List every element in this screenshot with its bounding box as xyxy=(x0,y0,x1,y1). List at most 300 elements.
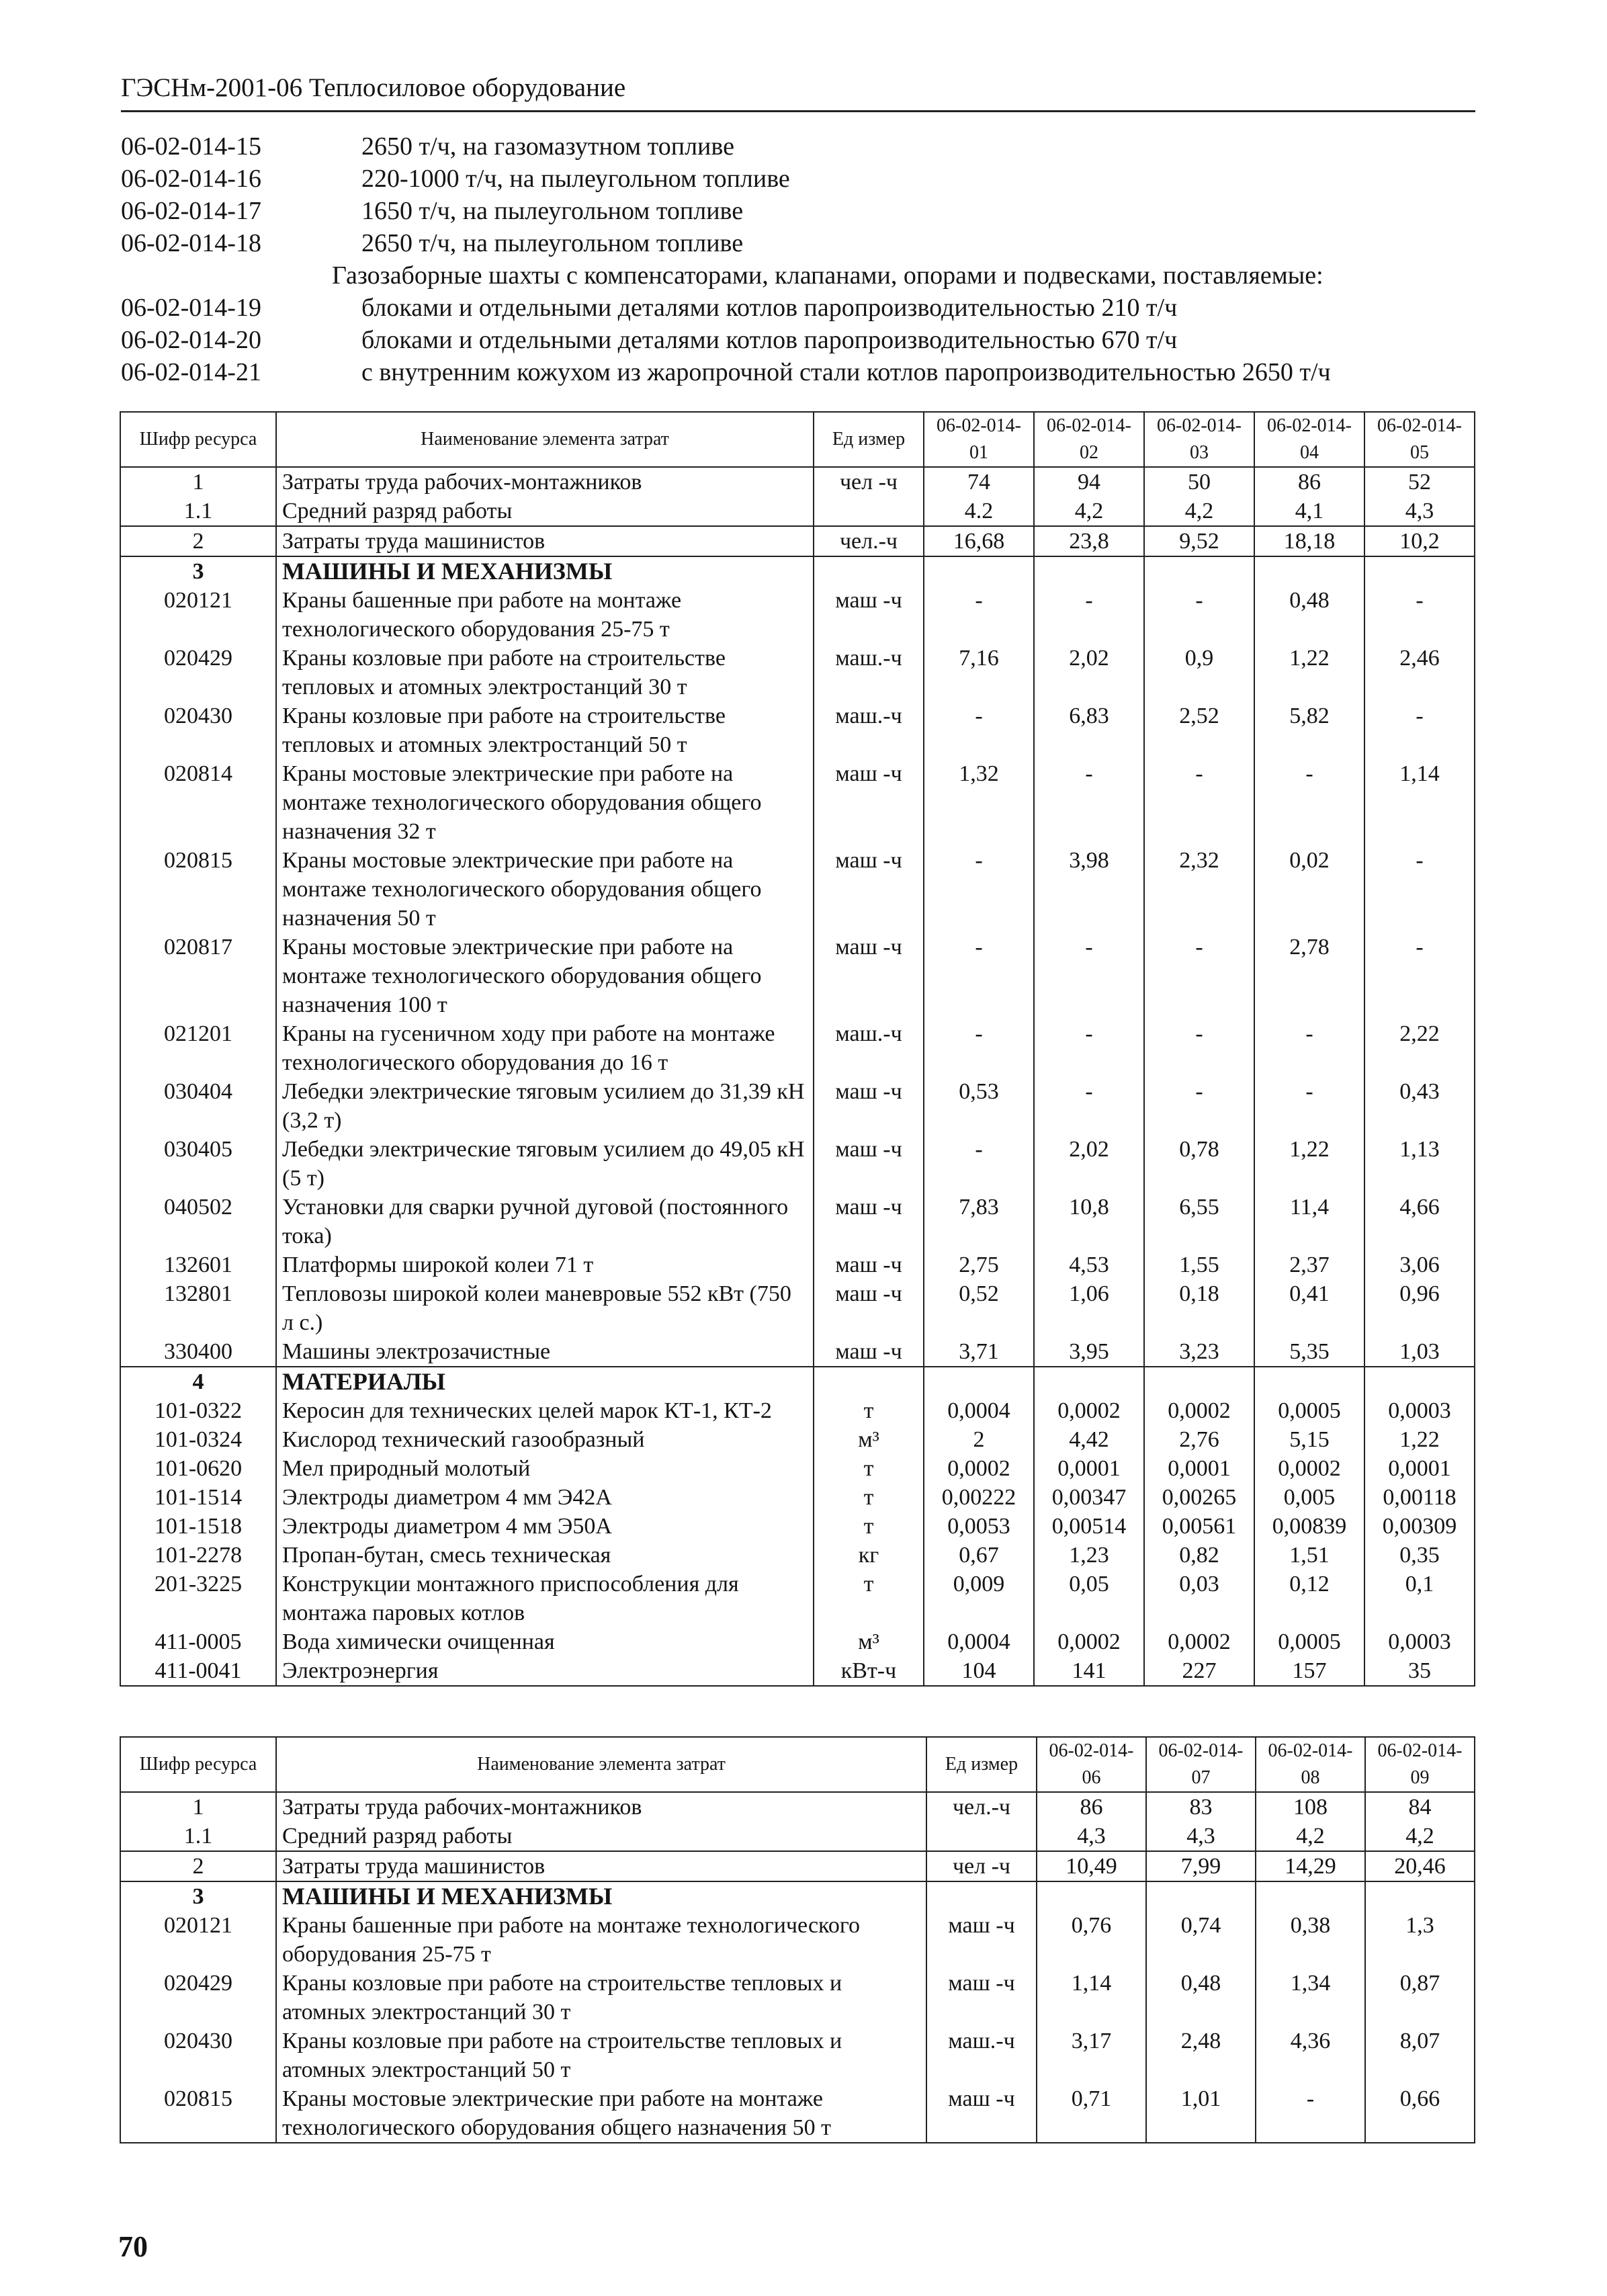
cell-value: 0,0001 xyxy=(1034,1454,1144,1483)
cell-value: - xyxy=(924,846,1034,933)
table-row xyxy=(120,1851,1475,1881)
cell-unit: чел -ч xyxy=(926,1851,1037,1881)
cell-code: 330400 xyxy=(120,1337,276,1367)
cell-value: 4,1 xyxy=(1254,497,1364,526)
cell-value: 0,1 xyxy=(1364,1570,1475,1627)
cell-value: 74 xyxy=(924,467,1034,497)
intro-row xyxy=(121,196,1498,228)
cell-unit: маш -ч xyxy=(926,1911,1037,1969)
cell-name: Краны мостовые электрические при работе на монтаже технологического оборудования общего назначения 50 т xyxy=(276,846,814,933)
cell-unit: маш -ч xyxy=(814,1135,924,1193)
table-row xyxy=(120,1969,1475,2027)
cell-value: 4,2 xyxy=(1256,1822,1365,1851)
cell-value: 2,37 xyxy=(1254,1250,1364,1279)
cell-unit: маш.-ч xyxy=(814,701,924,759)
cell-name: Тепловозы широкой колеи маневровые 552 кВт (750 л с.) xyxy=(276,1279,814,1337)
cell-value: 0,48 xyxy=(1254,586,1364,644)
cell-name: Лебедки электрические тяговым усилием до 31,39 кН (3,2 т) xyxy=(276,1077,814,1135)
cell-name: МАШИНЫ И МЕХАНИЗМЫ xyxy=(276,1881,926,1911)
cell-code: 3 xyxy=(120,1881,276,1911)
table-row xyxy=(120,1512,1475,1541)
cell-value xyxy=(924,1367,1034,1396)
cell-value: 0,0002 xyxy=(1254,1454,1364,1483)
cell-value: 0,02 xyxy=(1254,846,1364,933)
cell-value: - xyxy=(924,701,1034,759)
cell-value xyxy=(1364,1367,1475,1396)
cell-name: Электроэнергия xyxy=(276,1656,814,1686)
table-header-row xyxy=(120,1737,1475,1792)
cell-code: 021201 xyxy=(120,1019,276,1077)
cell-value xyxy=(1364,556,1475,586)
table-row xyxy=(120,933,1475,1019)
cell-unit xyxy=(814,556,924,586)
cell-value: 0,0003 xyxy=(1364,1627,1475,1656)
cell-code: 3 xyxy=(120,556,276,586)
cell-value: 86 xyxy=(1254,467,1364,497)
cell-value: 0,9 xyxy=(1144,644,1254,701)
cell-value: - xyxy=(1034,1077,1144,1135)
cell-name: Вода химически очищенная xyxy=(276,1627,814,1656)
cell-value: 0,18 xyxy=(1144,1279,1254,1337)
intro-list xyxy=(121,132,1498,390)
cell-unit: м³ xyxy=(814,1425,924,1454)
cell-value: 0,00265 xyxy=(1144,1483,1254,1512)
intro-row xyxy=(121,132,1498,164)
cell-value: 227 xyxy=(1144,1656,1254,1686)
cell-value: - xyxy=(1254,759,1364,846)
intro-text: с внутренним кожухом из жаропрочной стали котлов паропроизводительностью 2650 т/ч xyxy=(361,358,1331,386)
table-row xyxy=(120,497,1475,526)
cell-value: 16,68 xyxy=(924,526,1034,556)
cell-unit: т xyxy=(814,1454,924,1483)
table-row xyxy=(120,586,1475,644)
intro-code: 06-02-014-19 xyxy=(121,294,261,322)
cell-value: - xyxy=(924,1019,1034,1077)
cell-name: Краны башенные при работе на монтаже технологического оборудования 25-75 т xyxy=(276,1911,926,1969)
cell-name: Краны козловые при работе на строительстве тепловых и атомных электростанций 30 т xyxy=(276,644,814,701)
cell-value: 108 xyxy=(1256,1792,1365,1822)
cell-code: 020429 xyxy=(120,644,276,701)
cell-value: 3,71 xyxy=(924,1337,1034,1367)
cell-value: 0,00222 xyxy=(924,1483,1034,1512)
cell-value: 1,22 xyxy=(1254,644,1364,701)
cell-code: 1 xyxy=(120,467,276,497)
table-row xyxy=(120,1792,1475,1822)
cell-code: 101-2278 xyxy=(120,1541,276,1570)
cell-value: 1,32 xyxy=(924,759,1034,846)
intro-text: 2650 т/ч, на газомазутном топливе xyxy=(361,132,734,161)
intro-code: 06-02-014-17 xyxy=(121,197,261,225)
table-row xyxy=(120,1570,1475,1627)
cell-value: 0,0001 xyxy=(1364,1454,1475,1483)
cell-value: 0,12 xyxy=(1254,1570,1364,1627)
cell-value: 0,03 xyxy=(1144,1570,1254,1627)
intro-row xyxy=(121,325,1498,357)
cell-value: 6,55 xyxy=(1144,1193,1254,1250)
table-row xyxy=(120,1425,1475,1454)
cell-value: 1,22 xyxy=(1254,1135,1364,1193)
table-row xyxy=(120,1483,1475,1512)
cell-value: 0,0004 xyxy=(924,1396,1034,1425)
cell-value: 9,52 xyxy=(1144,526,1254,556)
cell-value: 86 xyxy=(1037,1792,1146,1822)
intro-code: 06-02-014-20 xyxy=(121,326,261,354)
cell-unit: т xyxy=(814,1512,924,1541)
header-code: Шифр ресурса xyxy=(120,412,276,467)
cell-unit: маш.-ч xyxy=(814,644,924,701)
cell-value: 1,55 xyxy=(1144,1250,1254,1279)
cell-value xyxy=(1144,556,1254,586)
cell-value: 0,0001 xyxy=(1144,1454,1254,1483)
table-row xyxy=(120,1367,1475,1396)
cell-value: 84 xyxy=(1365,1792,1475,1822)
cell-value: - xyxy=(1364,846,1475,933)
cell-value: 2,46 xyxy=(1364,644,1475,701)
intro-code: 06-02-014-15 xyxy=(121,132,261,161)
cell-value xyxy=(1365,1881,1475,1911)
cell-name: Лебедки электрические тяговым усилием до 49,05 кН (5 т) xyxy=(276,1135,814,1193)
cell-value: 0,0002 xyxy=(1034,1396,1144,1425)
cell-value: - xyxy=(1034,759,1144,846)
cell-value xyxy=(924,556,1034,586)
cell-unit xyxy=(926,1881,1037,1911)
cell-value: 1,23 xyxy=(1034,1541,1144,1570)
cell-value: 1,14 xyxy=(1364,759,1475,846)
cell-value: 4.2 xyxy=(924,497,1034,526)
table-row xyxy=(120,846,1475,933)
cell-code: 020121 xyxy=(120,1911,276,1969)
cell-value: 3,95 xyxy=(1034,1337,1144,1367)
table-row xyxy=(120,1822,1475,1851)
cell-code: 030405 xyxy=(120,1135,276,1193)
intro-text: 220-1000 т/ч, на пылеугольном топливе xyxy=(361,165,790,193)
cell-value: 4,66 xyxy=(1364,1193,1475,1250)
table-row xyxy=(120,1396,1475,1425)
cell-value: 0,0005 xyxy=(1254,1396,1364,1425)
cell-value: 3,17 xyxy=(1037,2027,1146,2084)
cell-value: 83 xyxy=(1146,1792,1256,1822)
header-name: Наименование элемента затрат xyxy=(276,412,814,467)
table-body xyxy=(120,1792,1475,2143)
cell-name: Мел природный молотый xyxy=(276,1454,814,1483)
cell-value: 0,52 xyxy=(924,1279,1034,1337)
header-col: 06-02-014-06 xyxy=(1037,1737,1146,1792)
cell-value: 157 xyxy=(1254,1656,1364,1686)
cell-code: 040502 xyxy=(120,1193,276,1250)
cell-name: Краны мостовые электрические при работе на монтаже технологического оборудования общего назначения 100 т xyxy=(276,933,814,1019)
cell-value: 11,4 xyxy=(1254,1193,1364,1250)
cell-code: 020430 xyxy=(120,701,276,759)
cell-value: 10,2 xyxy=(1364,526,1475,556)
cell-value: 1,14 xyxy=(1037,1969,1146,2027)
cell-value xyxy=(1034,1367,1144,1396)
table-row xyxy=(120,526,1475,556)
cell-value: 3,06 xyxy=(1364,1250,1475,1279)
cell-value: 35 xyxy=(1364,1656,1475,1686)
cell-unit: чел.-ч xyxy=(926,1792,1037,1822)
cell-value: 104 xyxy=(924,1656,1034,1686)
table-header-row xyxy=(120,412,1475,467)
table-row xyxy=(120,556,1475,586)
cell-value: 4,53 xyxy=(1034,1250,1144,1279)
cell-value: 4,3 xyxy=(1364,497,1475,526)
cell-name: Средний разряд работы xyxy=(276,497,814,526)
cell-unit: маш -ч xyxy=(814,1193,924,1250)
header-col: 06-02-014-01 xyxy=(924,412,1034,467)
page-number: 70 xyxy=(118,2230,148,2263)
cell-value: 0,00514 xyxy=(1034,1512,1144,1541)
cell-code: 2 xyxy=(120,1851,276,1881)
cell-value: 2,78 xyxy=(1254,933,1364,1019)
cell-value: 0,74 xyxy=(1146,1911,1256,1969)
cell-name: Затраты труда машинистов xyxy=(276,1851,926,1881)
cell-code: 2 xyxy=(120,526,276,556)
cell-unit: кг xyxy=(814,1541,924,1570)
cell-value: 0,43 xyxy=(1364,1077,1475,1135)
cell-name: Машины электрозачистные xyxy=(276,1337,814,1367)
cell-value: - xyxy=(1256,2084,1365,2143)
cell-value xyxy=(1034,556,1144,586)
table-row xyxy=(120,1337,1475,1367)
cell-value: 10,49 xyxy=(1037,1851,1146,1881)
cell-unit: кВт-ч xyxy=(814,1656,924,1686)
cell-code: 020817 xyxy=(120,933,276,1019)
header-col: 06-02-014-02 xyxy=(1034,412,1144,467)
intro-row xyxy=(121,357,1498,390)
cell-value: 0,0005 xyxy=(1254,1627,1364,1656)
table-row xyxy=(120,1627,1475,1656)
cell-code: 020814 xyxy=(120,759,276,846)
header-unit: Ед измер xyxy=(926,1737,1037,1792)
cell-code: 101-0324 xyxy=(120,1425,276,1454)
table-row xyxy=(120,1135,1475,1193)
cell-value: 1,34 xyxy=(1256,1969,1365,2027)
table-row xyxy=(120,1454,1475,1483)
cell-value: 0,009 xyxy=(924,1570,1034,1627)
header-col: 06-02-014-08 xyxy=(1256,1737,1365,1792)
cell-unit: маш -ч xyxy=(814,846,924,933)
intro-row xyxy=(121,164,1498,196)
cell-unit xyxy=(926,1822,1037,1851)
intro-text: блоками и отдельными деталями котлов паропроизводительностью 670 т/ч xyxy=(361,326,1178,354)
cell-value: 2,02 xyxy=(1034,644,1144,701)
cell-value: - xyxy=(1144,586,1254,644)
cell-code: 020429 xyxy=(120,1969,276,2027)
cell-value: - xyxy=(1144,933,1254,1019)
cell-code: 101-0322 xyxy=(120,1396,276,1425)
header-name: Наименование элемента затрат xyxy=(276,1737,926,1792)
table-row xyxy=(120,1193,1475,1250)
cell-unit: т xyxy=(814,1396,924,1425)
cell-value: 2,02 xyxy=(1034,1135,1144,1193)
cell-value: 18,18 xyxy=(1254,526,1364,556)
cell-unit: т xyxy=(814,1570,924,1627)
cell-code: 020430 xyxy=(120,2027,276,2084)
cell-value: 0,0002 xyxy=(1144,1396,1254,1425)
table-row xyxy=(120,759,1475,846)
cell-code: 411-0041 xyxy=(120,1656,276,1686)
cell-value: 2,32 xyxy=(1144,846,1254,933)
cell-value: 94 xyxy=(1034,467,1144,497)
cell-value xyxy=(1037,1881,1146,1911)
cell-name: Электроды диаметром 4 мм Э50А xyxy=(276,1512,814,1541)
cell-value: 0,00561 xyxy=(1144,1512,1254,1541)
cell-value: - xyxy=(924,586,1034,644)
cell-name: Платформы широкой колеи 71 т xyxy=(276,1250,814,1279)
cell-value: 7,16 xyxy=(924,644,1034,701)
cell-value: 2,52 xyxy=(1144,701,1254,759)
table-row xyxy=(120,1911,1475,1969)
cell-value: - xyxy=(924,933,1034,1019)
cell-value: 0,0002 xyxy=(924,1454,1034,1483)
cell-value: - xyxy=(1034,1019,1144,1077)
cell-value: 0,41 xyxy=(1254,1279,1364,1337)
cell-value: - xyxy=(1364,933,1475,1019)
cell-code: 020815 xyxy=(120,2084,276,2143)
intro-code: 06-02-014-21 xyxy=(121,358,261,386)
cell-value: 141 xyxy=(1034,1656,1144,1686)
cell-value: 0,67 xyxy=(924,1541,1034,1570)
cell-unit: т xyxy=(814,1483,924,1512)
intro-heading-row xyxy=(121,261,1498,293)
cell-unit xyxy=(814,497,924,526)
cell-value: 6,83 xyxy=(1034,701,1144,759)
table-row xyxy=(120,1656,1475,1686)
cell-value: 14,29 xyxy=(1256,1851,1365,1881)
cell-value: 50 xyxy=(1144,467,1254,497)
cell-code: 1.1 xyxy=(120,497,276,526)
cell-name: Краны козловые при работе на строительстве тепловых и атомных электростанций 30 т xyxy=(276,1969,926,2027)
resource-table-1 xyxy=(120,411,1475,1687)
cell-code: 132801 xyxy=(120,1279,276,1337)
cell-value: 0,35 xyxy=(1364,1541,1475,1570)
cell-value: 23,8 xyxy=(1034,526,1144,556)
cell-name: Пропан-бутан, смесь техническая xyxy=(276,1541,814,1570)
header-col: 06-02-014-05 xyxy=(1364,412,1475,467)
cell-unit: чел.-ч xyxy=(814,526,924,556)
cell-unit: маш.-ч xyxy=(926,2027,1037,2084)
intro-text: 1650 т/ч, на пылеугольном топливе xyxy=(361,197,744,225)
cell-name: Керосин для технических целей марок КТ-1, КТ-2 xyxy=(276,1396,814,1425)
intro-row xyxy=(121,293,1498,325)
cell-value: 0,82 xyxy=(1144,1541,1254,1570)
cell-unit: маш -ч xyxy=(814,1077,924,1135)
cell-unit xyxy=(814,1367,924,1396)
cell-value: 3,23 xyxy=(1144,1337,1254,1367)
cell-value: - xyxy=(1364,586,1475,644)
cell-value: 1,3 xyxy=(1365,1911,1475,1969)
header-col: 06-02-014-04 xyxy=(1254,412,1364,467)
cell-value: 2,22 xyxy=(1364,1019,1475,1077)
cell-name: Конструкции монтажного приспособления для монтажа паровых котлов xyxy=(276,1570,814,1627)
cell-unit: маш -ч xyxy=(926,1969,1037,2027)
cell-value: - xyxy=(1034,933,1144,1019)
cell-value: 0,005 xyxy=(1254,1483,1364,1512)
cell-unit: маш.-ч xyxy=(814,1019,924,1077)
cell-value: 1,22 xyxy=(1364,1425,1475,1454)
cell-value: 10,8 xyxy=(1034,1193,1144,1250)
cell-value: 4,2 xyxy=(1034,497,1144,526)
cell-unit: маш -ч xyxy=(814,933,924,1019)
cell-name: МАШИНЫ И МЕХАНИЗМЫ xyxy=(276,556,814,586)
intro-text: блоками и отдельными деталями котлов паропроизводительностью 210 т/ч xyxy=(361,294,1178,322)
cell-value: 0,38 xyxy=(1256,1911,1365,1969)
cell-value: 4,36 xyxy=(1256,2027,1365,2084)
cell-name: Затраты труда машинистов xyxy=(276,526,814,556)
header-col: 06-02-014-09 xyxy=(1365,1737,1475,1792)
table-row xyxy=(120,2084,1475,2143)
resource-table-2 xyxy=(120,1736,1475,2143)
cell-value: 0,00839 xyxy=(1254,1512,1364,1541)
cell-code: 201-3225 xyxy=(120,1570,276,1627)
cell-unit: м³ xyxy=(814,1627,924,1656)
cell-value: 1,06 xyxy=(1034,1279,1144,1337)
cell-name: Установки для сварки ручной дуговой (постоянного тока) xyxy=(276,1193,814,1250)
cell-name: МАТЕРИАЛЫ xyxy=(276,1367,814,1396)
cell-value: 20,46 xyxy=(1365,1851,1475,1881)
cell-unit: чел -ч xyxy=(814,467,924,497)
intro-row xyxy=(121,228,1498,261)
cell-unit: маш -ч xyxy=(814,1337,924,1367)
cell-code: 020815 xyxy=(120,846,276,933)
cell-value: 0,0003 xyxy=(1364,1396,1475,1425)
cell-unit: маш -ч xyxy=(814,1250,924,1279)
cell-value: 2 xyxy=(924,1425,1034,1454)
cell-code: 1 xyxy=(120,1792,276,1822)
cell-name: Краны на гусеничном ходу при работе на монтаже технологического оборудования до 16 т xyxy=(276,1019,814,1077)
cell-value: 4,3 xyxy=(1037,1822,1146,1851)
cell-value: 7,83 xyxy=(924,1193,1034,1250)
table-row xyxy=(120,1541,1475,1570)
intro-code: 06-02-014-16 xyxy=(121,165,261,193)
cell-value xyxy=(1254,556,1364,586)
cell-value xyxy=(1144,1367,1254,1396)
intro-text: 2650 т/ч, на пылеугольном топливе xyxy=(361,229,744,257)
header-col: 06-02-014-03 xyxy=(1144,412,1254,467)
cell-value: 8,07 xyxy=(1365,2027,1475,2084)
cell-name: Краны козловые при работе на строительстве тепловых и атомных электростанций 50 т xyxy=(276,701,814,759)
cell-code: 101-0620 xyxy=(120,1454,276,1483)
cell-value: - xyxy=(924,1135,1034,1193)
cell-name: Электроды диаметром 4 мм Э42А xyxy=(276,1483,814,1512)
cell-value: 0,00309 xyxy=(1364,1512,1475,1541)
cell-code: 030404 xyxy=(120,1077,276,1135)
cell-code: 411-0005 xyxy=(120,1627,276,1656)
table-row xyxy=(120,1279,1475,1337)
cell-value: 0,78 xyxy=(1144,1135,1254,1193)
cell-value: 2,75 xyxy=(924,1250,1034,1279)
cell-code: 1.1 xyxy=(120,1822,276,1851)
cell-value: 0,05 xyxy=(1034,1570,1144,1627)
cell-name: Затраты труда рабочих-монтажников xyxy=(276,1792,926,1822)
cell-value: - xyxy=(1254,1077,1364,1135)
cell-unit: маш -ч xyxy=(814,586,924,644)
cell-name: Кислород технический газообразный xyxy=(276,1425,814,1454)
cell-code: 101-1514 xyxy=(120,1483,276,1512)
table-row xyxy=(120,1250,1475,1279)
table-row xyxy=(120,1077,1475,1135)
cell-name: Затраты труда рабочих-монтажников xyxy=(276,467,814,497)
cell-value: 0,48 xyxy=(1146,1969,1256,2027)
cell-code: 020121 xyxy=(120,586,276,644)
header-unit: Ед измер xyxy=(814,412,924,467)
cell-code: 4 xyxy=(120,1367,276,1396)
cell-value: 4,2 xyxy=(1365,1822,1475,1851)
cell-unit: маш -ч xyxy=(926,2084,1037,2143)
header-code: Шифр ресурса xyxy=(120,1737,276,1792)
cell-value xyxy=(1256,1881,1365,1911)
cell-value: 2,48 xyxy=(1146,2027,1256,2084)
